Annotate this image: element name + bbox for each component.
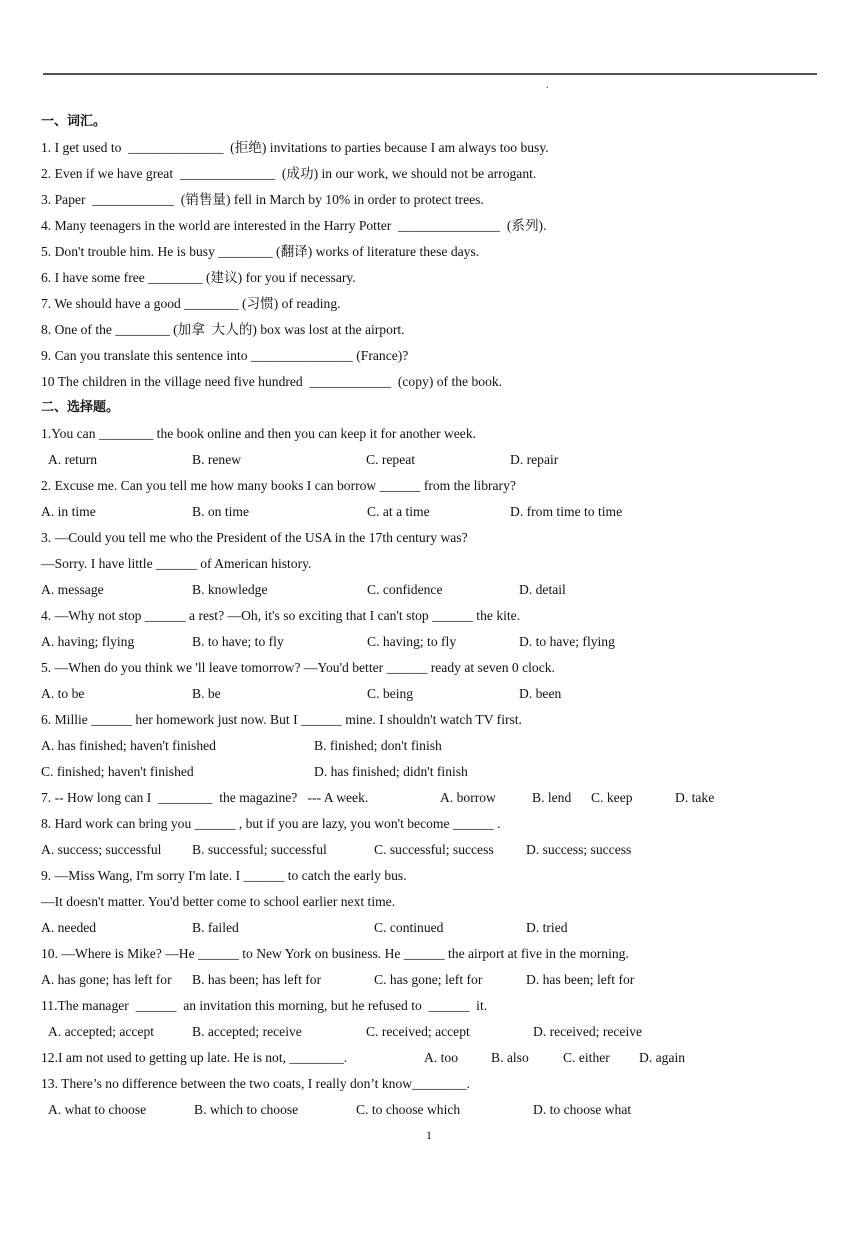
question-3-reply: —Sorry. I have little ______ of American history. <box>41 556 312 571</box>
question-9-options <box>41 915 831 941</box>
option-c: C. continued <box>374 920 444 935</box>
option-a: A. needed <box>41 920 97 935</box>
header-rule <box>43 73 817 75</box>
question-9-stem: 9. —Miss Wang, I'm sorry I'm late. I ______ to catch the early bus. <box>41 868 407 883</box>
question-7-stem: 7. -- How long can I ________ the magazine? --- A week. <box>41 790 369 805</box>
option-b: B. be <box>192 686 221 701</box>
option-c: C. having; to fly <box>367 634 457 649</box>
option-b: B. accepted; receive <box>192 1024 302 1039</box>
question-4-stem: 4. —Why not stop ______ a rest? —Oh, it's so exciting that I can't stop ______ the kite. <box>41 608 521 623</box>
question-6-stem: 6. Millie ______ her homework just now. But I ______ mine. I shouldn't watch TV first. <box>41 712 522 727</box>
question-8-options <box>41 837 831 863</box>
vocab-item-6: 6. I have some free ________ (建议) for you if necessary. <box>41 270 356 285</box>
option-a: A. to be <box>41 686 85 701</box>
option-b: B. to have; to fly <box>192 634 284 649</box>
question-10-options <box>41 967 831 993</box>
option-d: D. again <box>639 1050 686 1065</box>
option-c: C. received; accept <box>366 1024 470 1039</box>
question-11-options <box>41 1019 831 1045</box>
option-d: D. detail <box>519 582 566 597</box>
option-a: A. in time <box>41 504 96 519</box>
question-13-options <box>41 1097 831 1123</box>
option-c: C. being <box>367 686 414 701</box>
option-c: C. confidence <box>367 582 443 597</box>
question-10-stem: 10. —Where is Mike? —He ______ to New York on business. He ______ the airport at five in the morning. <box>41 946 629 961</box>
question-11-stem: 11.The manager ______ an invitation this morning, but he refused to ______ it. <box>41 998 488 1013</box>
option-b: B. failed <box>192 920 239 935</box>
option-d: D. has been; left for <box>526 972 635 987</box>
option-a: A. borrow <box>440 790 496 805</box>
option-b: B. lend <box>532 790 572 805</box>
option-c: C. either <box>563 1050 610 1065</box>
option-d: D. to have; flying <box>519 634 615 649</box>
option-d: D. take <box>675 790 715 805</box>
option-a: A. what to choose <box>48 1102 147 1117</box>
option-d: D. tried <box>526 920 568 935</box>
question-3-options <box>41 577 831 603</box>
question-12-stem: 12.I am not used to getting up late. He is not, ________. <box>41 1050 348 1065</box>
option-c: C. to choose which <box>356 1102 461 1117</box>
option-a: A. too <box>424 1050 458 1065</box>
option-b: B. has been; has left for <box>192 972 322 987</box>
worksheet-body <box>41 109 831 1123</box>
option-c: C. finished; haven't finished <box>41 764 194 779</box>
page-number: 1 <box>426 1128 432 1142</box>
question-5-stem: 5. —When do you think we 'll leave tomorrow? —You'd better ______ ready at seven 0 clock. <box>41 660 555 675</box>
option-b: B. knowledge <box>192 582 268 597</box>
question-4-options <box>41 629 831 655</box>
option-a: A. has gone; has left for <box>41 972 172 987</box>
option-a: A. having; flying <box>41 634 135 649</box>
option-a: A. return <box>48 452 98 467</box>
question-7 <box>41 785 831 811</box>
option-b: B. which to choose <box>194 1102 299 1117</box>
option-b: B. also <box>491 1050 529 1065</box>
vocab-item-9: 9. Can you translate this sentence into _______________ (France)? <box>41 348 409 363</box>
question-2-options <box>41 499 831 525</box>
question-13-stem: 13. There’s no difference between the two coats, I really don’t know________. <box>41 1076 470 1091</box>
vocab-item-4: 4. Many teenagers in the world are interested in the Harry Potter _______________ (系列). <box>41 218 547 233</box>
option-c: C. has gone; left for <box>374 972 483 987</box>
question-1-stem: 1.You can ________ the book online and then you can keep it for another week. <box>41 426 477 441</box>
option-d: D. been <box>519 686 562 701</box>
option-d: D. received; receive <box>533 1024 643 1039</box>
question-8-stem: 8. Hard work can bring you ______ , but if you are lazy, you won't become ______ . <box>41 816 501 831</box>
option-c: C. repeat <box>366 452 416 467</box>
question-1-options <box>41 447 831 473</box>
option-a: A. success; successful <box>41 842 162 857</box>
section1-title: 一、词汇。 <box>41 114 107 129</box>
vocab-item-2: 2. Even if we have great ______________ (成功) in our work, we should not be arrogant. <box>41 166 537 181</box>
option-b: B. on time <box>192 504 250 519</box>
option-d: D. success; success <box>526 842 632 857</box>
question-2-stem: 2. Excuse me. Can you tell me how many books I can borrow ______ from the library? <box>41 478 516 493</box>
option-b: B. finished; don't finish <box>314 738 442 753</box>
vocab-item-1: 1. I get used to ______________ (拒绝) invitations to parties because I am always too busy. <box>41 140 549 155</box>
option-d: D. from time to time <box>510 504 623 519</box>
section2-title: 二、选择题。 <box>41 400 120 415</box>
vocab-item-8: 8. One of the ________ (加拿 大人的) box was lost at the airport. <box>41 322 405 337</box>
option-d: D. repair <box>510 452 559 467</box>
option-d: D. has finished; didn't finish <box>314 764 468 779</box>
option-a: A. accepted; accept <box>48 1024 155 1039</box>
option-b: B. renew <box>192 452 242 467</box>
option-c: C. keep <box>591 790 633 805</box>
option-a: A. has finished; haven't finished <box>41 738 216 753</box>
option-b: B. successful; successful <box>192 842 327 857</box>
header-dot: . <box>546 80 549 91</box>
option-c: C. at a time <box>367 504 430 519</box>
question-12 <box>41 1045 831 1071</box>
vocab-item-7: 7. We should have a good ________ (习惯) of reading. <box>41 296 341 311</box>
option-a: A. message <box>41 582 104 597</box>
question-5-options <box>41 681 831 707</box>
question-6-options-cd <box>41 759 831 785</box>
option-c: C. successful; success <box>374 842 494 857</box>
question-6-options-ab <box>41 733 831 759</box>
vocab-item-5: 5. Don't trouble him. He is busy ________ (翻译) works of literature these days. <box>41 244 480 259</box>
option-d: D. to choose what <box>533 1102 632 1117</box>
vocab-item-3: 3. Paper ____________ (销售量) fell in March by 10% in order to protect trees. <box>41 192 484 207</box>
vocab-item-10: 10 The children in the village need five hundred ____________ (copy) of the book. <box>41 374 503 389</box>
question-3-stem: 3. —Could you tell me who the President of the USA in the 17th century was? <box>41 530 468 545</box>
question-9-reply: —It doesn't matter. You'd better come to school earlier next time. <box>41 894 396 909</box>
